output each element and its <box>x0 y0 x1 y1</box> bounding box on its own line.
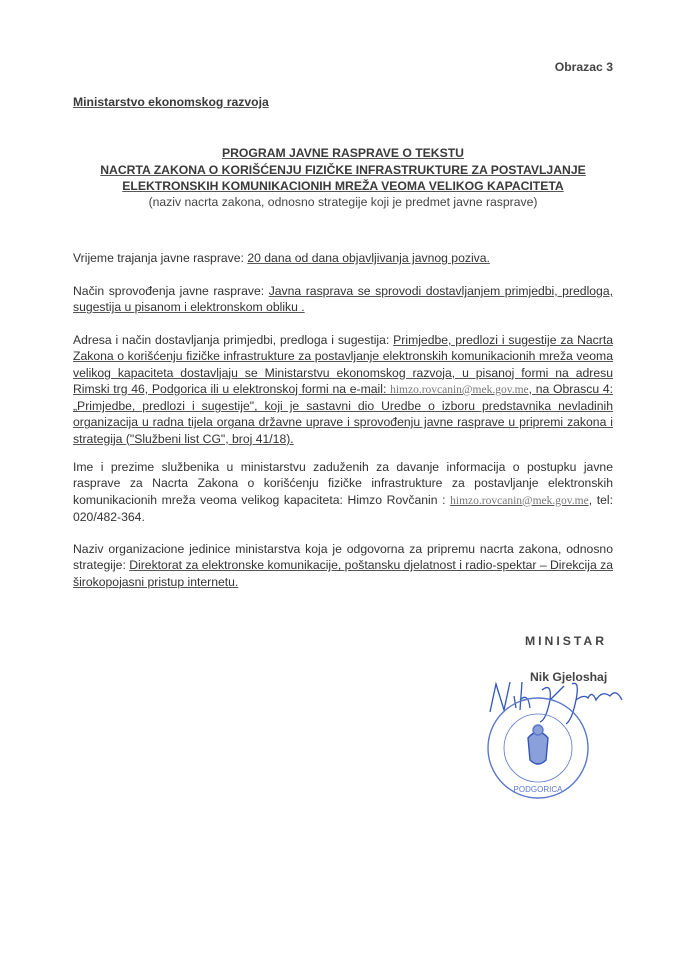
duration-paragraph <box>73 250 613 266</box>
method-label: Način sprovođenja javne rasprave: <box>73 284 269 298</box>
unit-value: Direktorat za elektronske komunikacije, poštansku djelatnost i radio-spektar – Direkcija za širokopojasni pristup internetu. <box>73 558 613 589</box>
unit-label: Naziv organizacione jedinice ministarstva koja je odgovorna za pripremu nacrta zakona, odnosno strategije: <box>73 542 613 573</box>
method-paragraph <box>73 283 613 316</box>
title-line-2: NACRTA ZAKONA O KORIŠĆENJU FIZIČKE INFRASTRUKTURE ZA POSTAVLJANJE <box>100 162 586 177</box>
address-paragraph <box>73 332 613 447</box>
signature-name: Nik Gjeloshaj <box>530 670 608 684</box>
duration-value: 20 dana od dana objavljivanja javnog poziva. <box>247 251 490 265</box>
title-line-3: ELEKTRONSKIH KOMUNIKACIONIH MREŽA VEOMA VELIKOG KAPACITETA <box>122 179 564 193</box>
address-email-link[interactable]: himzo.rovcanin@mek.gov.me <box>390 383 529 396</box>
official-stamp <box>488 698 588 798</box>
duration-label: Vrijeme trajanja javne rasprave: <box>73 251 248 265</box>
title-line-1: PROGRAM JAVNE RASPRAVE O TEKSTU <box>222 146 464 160</box>
handwritten-signature <box>490 682 622 724</box>
address-value-1: Primjedbe, predlozi i sugestije za Nacrta Zakona o korišćenju fizičke infrastrukture za postavljanje elektronskih komunikacionih mreža veoma velikog kapaciteta dostavljaju se Ministarstvu ekonomskog razvoja, u pisanoj formi na adresu Rimski trg 46, Podgorica ili u elektronskoj formi na e-mail: <box>73 333 613 396</box>
signature-role: MINISTAR <box>525 634 607 648</box>
address-label: Adresa i način dostavljanja primjedbi, predloga i sugestija: <box>73 333 394 347</box>
stamp-city-text: PODGORICA <box>513 785 563 794</box>
address-value-2: , na Obrascu 4: „Primjedbe, predlozi i sugestije", koji je sastavni dio Uredbe o izboru predstavnika nevladinih organizacija u radna tijela organa državne uprave i sprovođenju javne rasprave u pripremi zakona i strategija ("Službeni list CG", broj 41/18). <box>73 381 613 446</box>
method-value: Javna rasprava se sprovodi dostavljanjem primjedbi, predloga, sugestija u pisanom i elektronskom obliku . <box>73 284 613 315</box>
title-subtitle: (naziv nacrta zakona, odnosno strategije koji je predmet javne rasprave) <box>148 195 538 209</box>
document-title <box>73 145 613 195</box>
ministry-name: Ministarstvo ekonomskog razvoja <box>73 95 269 109</box>
contact-text: Ime i prezime službenika u ministarstvu zaduženih za davanje informacija o postupku javne rasprave za Nacrta Zakona o korišćenju fizičke infrastrukture za postavljanje elektronskih komunikacionih mreža veoma velikog kapaciteta: Himzo Rovčanin : <box>73 460 613 507</box>
form-label: Obrazac 3 <box>554 60 613 74</box>
contact-paragraph <box>73 459 613 525</box>
contact-phone: , tel: 020/482-364. <box>73 492 614 524</box>
contact-email-link[interactable]: himzo.rovcanin@mek.gov.me <box>450 494 589 507</box>
signature-and-stamp <box>480 660 640 810</box>
unit-paragraph <box>73 541 613 590</box>
